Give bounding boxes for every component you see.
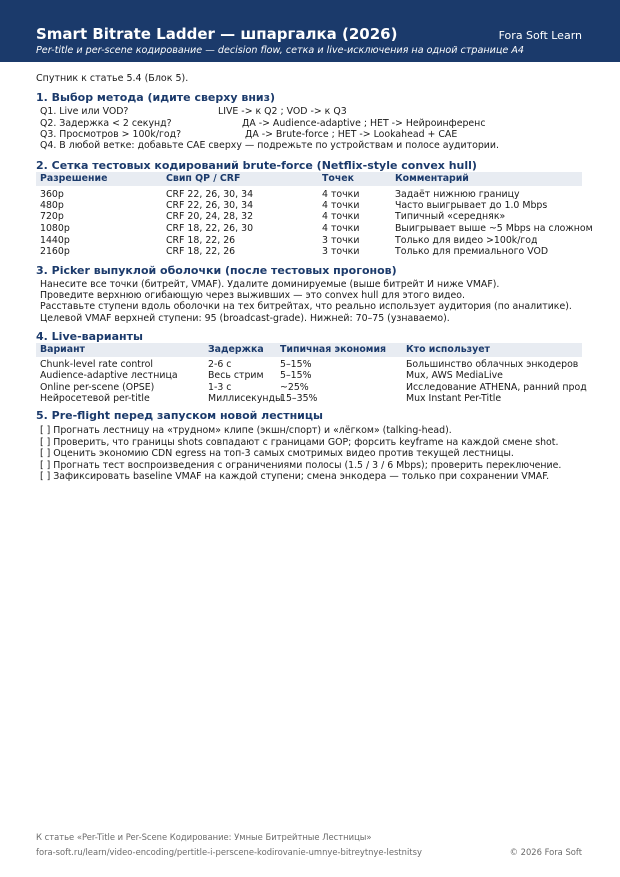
s3-line-2: Проведите верхнюю огибающую через выживших — это convex hull для этого видео. — [40, 290, 466, 301]
page-subtitle: Per-title и per-scene кодирование — decision flow, сетка и live-исключения на одной странице A4 — [36, 45, 525, 56]
table-cell: Mux, AWS MediaLive — [406, 370, 503, 381]
table-cell: CRF 18, 22, 26, 30 — [166, 223, 254, 234]
section-5-heading: 5. Pre-flight перед запуском новой лестницы — [36, 409, 323, 422]
col-points: Точек — [322, 173, 354, 184]
table-cell: 480p — [40, 200, 64, 211]
s3-line-1: Нанесите все точки (битрейт, VMAF). Удалите доминируемые (выше битрейт И ниже VMAF). — [40, 279, 500, 290]
table-cell: Mux Instant Per-Title — [406, 393, 502, 404]
s1-question-3: Q3. Просмотров > 100k/год? — [40, 129, 182, 140]
table-cell: Миллисекунды — [208, 393, 283, 404]
grid-table-header — [36, 172, 582, 186]
table-cell: Часто выигрывает до 1.0 Mbps — [395, 200, 548, 211]
footer-url: fora-soft.ru/learn/video-encoding/pertitle-i-perscene-kodirovanie-umnye-bitreytnye-lestnitsy — [36, 847, 422, 857]
table-cell: Исследование ATHENA, ранний прод — [406, 382, 587, 393]
section-4-heading: 4. Live-варианты — [36, 330, 143, 343]
table-cell: 1-3 с — [208, 382, 232, 393]
table-cell: 4 точки — [322, 189, 360, 200]
header-banner — [0, 0, 620, 62]
brand-label: Fora Soft Learn — [498, 29, 582, 42]
table-cell: Весь стрим — [208, 370, 264, 381]
table-cell: ~25% — [280, 382, 309, 393]
table-cell: 4 точки — [322, 211, 360, 222]
table-cell: 4 точки — [322, 223, 360, 234]
live-table-header — [36, 343, 582, 357]
table-cell: Chunk-level rate control — [40, 359, 153, 370]
table-cell: Задаёт нижнюю границу — [395, 189, 520, 200]
col-users: Кто использует — [406, 344, 490, 355]
table-cell: 3 точки — [322, 235, 360, 246]
s1-answer-2: ДА -> Audience-adaptive ; НЕТ -> Нейроинференс — [242, 118, 486, 129]
s1-note: Q4. В любой ветке: добавьте CAE сверху — подрежьте по устройствам и полосе аудитории. — [40, 140, 499, 151]
s1-question-1: Q1. Live или VOD? — [40, 106, 129, 117]
table-cell: CRF 18, 22, 26 — [166, 246, 236, 257]
checklist-item: [ ] Проверить, что границы shots совпадают с границами GOP; форсить keyframe на каждой смене shot. — [40, 437, 559, 448]
s3-line-4: Целевой VMAF верхней ступени: 95 (broadcast-grade). Нижней: 70–75 (узнаваемо). — [40, 313, 450, 324]
table-cell: 15–35% — [280, 393, 318, 404]
checklist-item: [ ] Прогнать лестницу на «трудном» клипе (экшн/спорт) и «лёгком» (talking-head). — [40, 425, 452, 436]
table-cell: CRF 20, 24, 28, 32 — [166, 211, 254, 222]
table-cell: Только для премиального VOD — [395, 246, 549, 257]
table-cell: Большинство облачных энкодеров — [406, 359, 579, 370]
col-comment: Комментарий — [395, 173, 469, 184]
intro-text: Спутник к статье 5.4 (Блок 5). — [36, 73, 189, 84]
s1-answer-3: ДА -> Brute-force ; НЕТ -> Lookahead + CAE — [245, 129, 458, 140]
table-cell: 1440p — [40, 235, 70, 246]
table-cell: Online per-scene (OPSE) — [40, 382, 155, 393]
table-cell: Audience-adaptive лестница — [40, 370, 178, 381]
col-latency: Задержка — [208, 344, 264, 355]
col-variant: Вариант — [40, 344, 85, 355]
table-cell: Типичный «середняк» — [395, 211, 506, 222]
table-cell: 2160p — [40, 246, 70, 257]
table-cell: 4 точки — [322, 200, 360, 211]
s1-question-2: Q2. Задержка < 2 секунд? — [40, 118, 172, 129]
checklist-item: [ ] Оценить экономию CDN egress на топ-3 самых смотримых видео против текущей лестницы. — [40, 448, 514, 459]
table-cell: Нейросетевой per-title — [40, 393, 150, 404]
table-cell: CRF 22, 26, 30, 34 — [166, 189, 254, 200]
page-title: Smart Bitrate Ladder — шпаргалка (2026) — [36, 25, 398, 43]
table-cell: 720p — [40, 211, 64, 222]
col-sweep: Свип QP / CRF — [166, 173, 241, 184]
col-savings: Типичная экономия — [280, 344, 387, 355]
table-cell: 5–15% — [280, 359, 312, 370]
footer-article-ref: К статье «Per-Title и Per-Scene Кодирование: Умные Битрейтные Лестницы» — [36, 832, 372, 842]
footer-copyright: © 2026 Fora Soft — [509, 847, 582, 857]
section-2-heading: 2. Сетка тестовых кодирований brute-force (Netflix-style convex hull) — [36, 159, 477, 172]
table-cell: Выигрывает выше ~5 Mbps на сложном — [395, 223, 593, 234]
table-cell: 360p — [40, 189, 64, 200]
s3-line-3: Расставьте ступени вдоль оболочки на тех битрейтах, что реально использует аудитория (по аналитике). — [40, 301, 572, 312]
table-cell: 1080p — [40, 223, 70, 234]
section-1-heading: 1. Выбор метода (идите сверху вниз) — [36, 91, 276, 104]
checklist-item: [ ] Зафиксировать baseline VMAF на каждой ступени; смена энкодера — только при сохранении VMAF. — [40, 471, 550, 482]
col-resolution: Разрешение — [40, 173, 108, 184]
table-cell: 2-6 с — [208, 359, 232, 370]
table-cell: CRF 18, 22, 26 — [166, 235, 236, 246]
section-3-heading: 3. Picker выпуклой оболочки (после тестовых прогонов) — [36, 264, 397, 277]
table-cell: 3 точки — [322, 246, 360, 257]
checklist-item: [ ] Прогнать тест воспроизведения с ограничениями полосы (1.5 / 3 / 6 Mbps); проверить переключение. — [40, 460, 562, 471]
s1-answer-1: LIVE -> к Q2 ; VOD -> к Q3 — [218, 106, 347, 117]
table-cell: 5–15% — [280, 370, 312, 381]
table-cell: Только для видео >100k/год — [395, 235, 538, 246]
table-cell: CRF 22, 26, 30, 34 — [166, 200, 254, 211]
